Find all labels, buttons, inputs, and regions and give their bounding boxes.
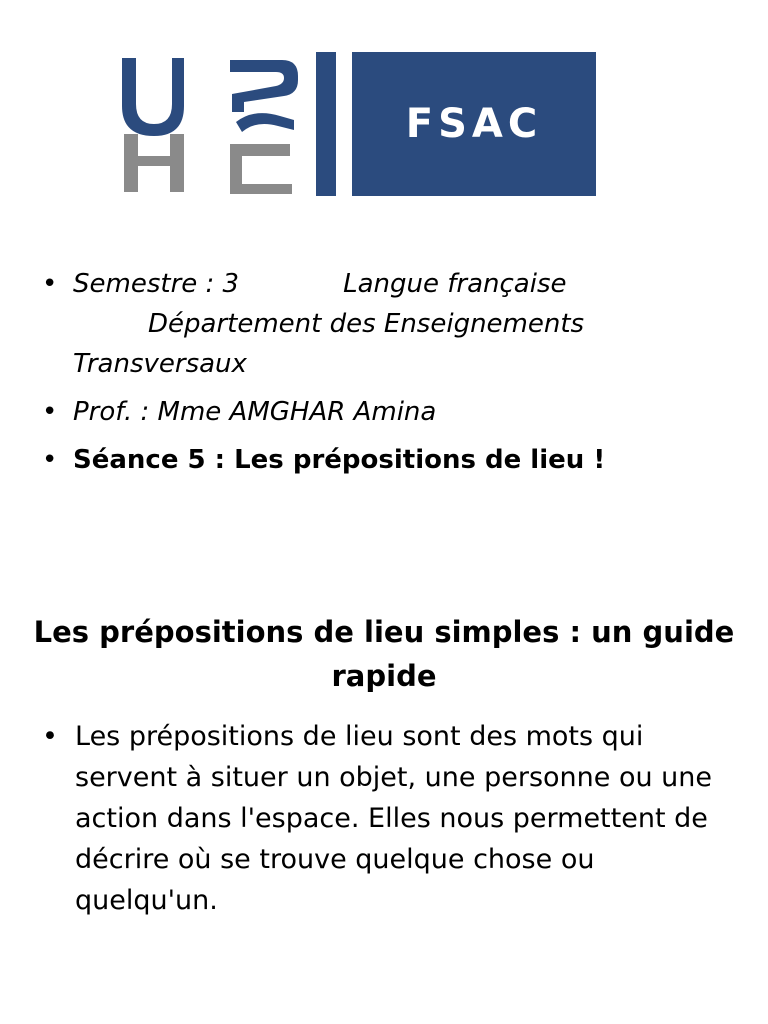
prof-text: Prof. : Mme AMGHAR Amina bbox=[73, 397, 437, 427]
list-item-definition bbox=[40, 716, 720, 921]
logo-brand-text: FSAC bbox=[405, 101, 543, 147]
langue-text: Langue française bbox=[343, 269, 567, 299]
course-info-list bbox=[40, 264, 730, 488]
departement-text-2: Transversaux bbox=[73, 349, 247, 379]
definition-text: Les prépositions de lieu sont des mots qui servent à situer un objet, une personne ou une action dans l'espace. Elles nous permettent de décrire où se trouve quelque chose ou quelqu'un. bbox=[75, 721, 712, 916]
list-item-prof bbox=[40, 392, 730, 432]
bullet-icon: • bbox=[42, 269, 58, 299]
list-item-semestre bbox=[40, 264, 730, 384]
bullet-icon: • bbox=[42, 721, 58, 752]
section-body bbox=[40, 716, 720, 929]
bullet-icon: • bbox=[42, 445, 58, 475]
departement-text-1: Département des Enseignements bbox=[148, 309, 585, 339]
bullet-icon: • bbox=[42, 397, 58, 427]
seance-text: Séance 5 : Les prépositions de lieu ! bbox=[73, 445, 606, 475]
list-item-seance bbox=[40, 440, 730, 480]
section-heading: Les prépositions de lieu simples : un guide rapide bbox=[33, 615, 735, 693]
semestre-text: Semestre : 3 bbox=[73, 269, 240, 299]
